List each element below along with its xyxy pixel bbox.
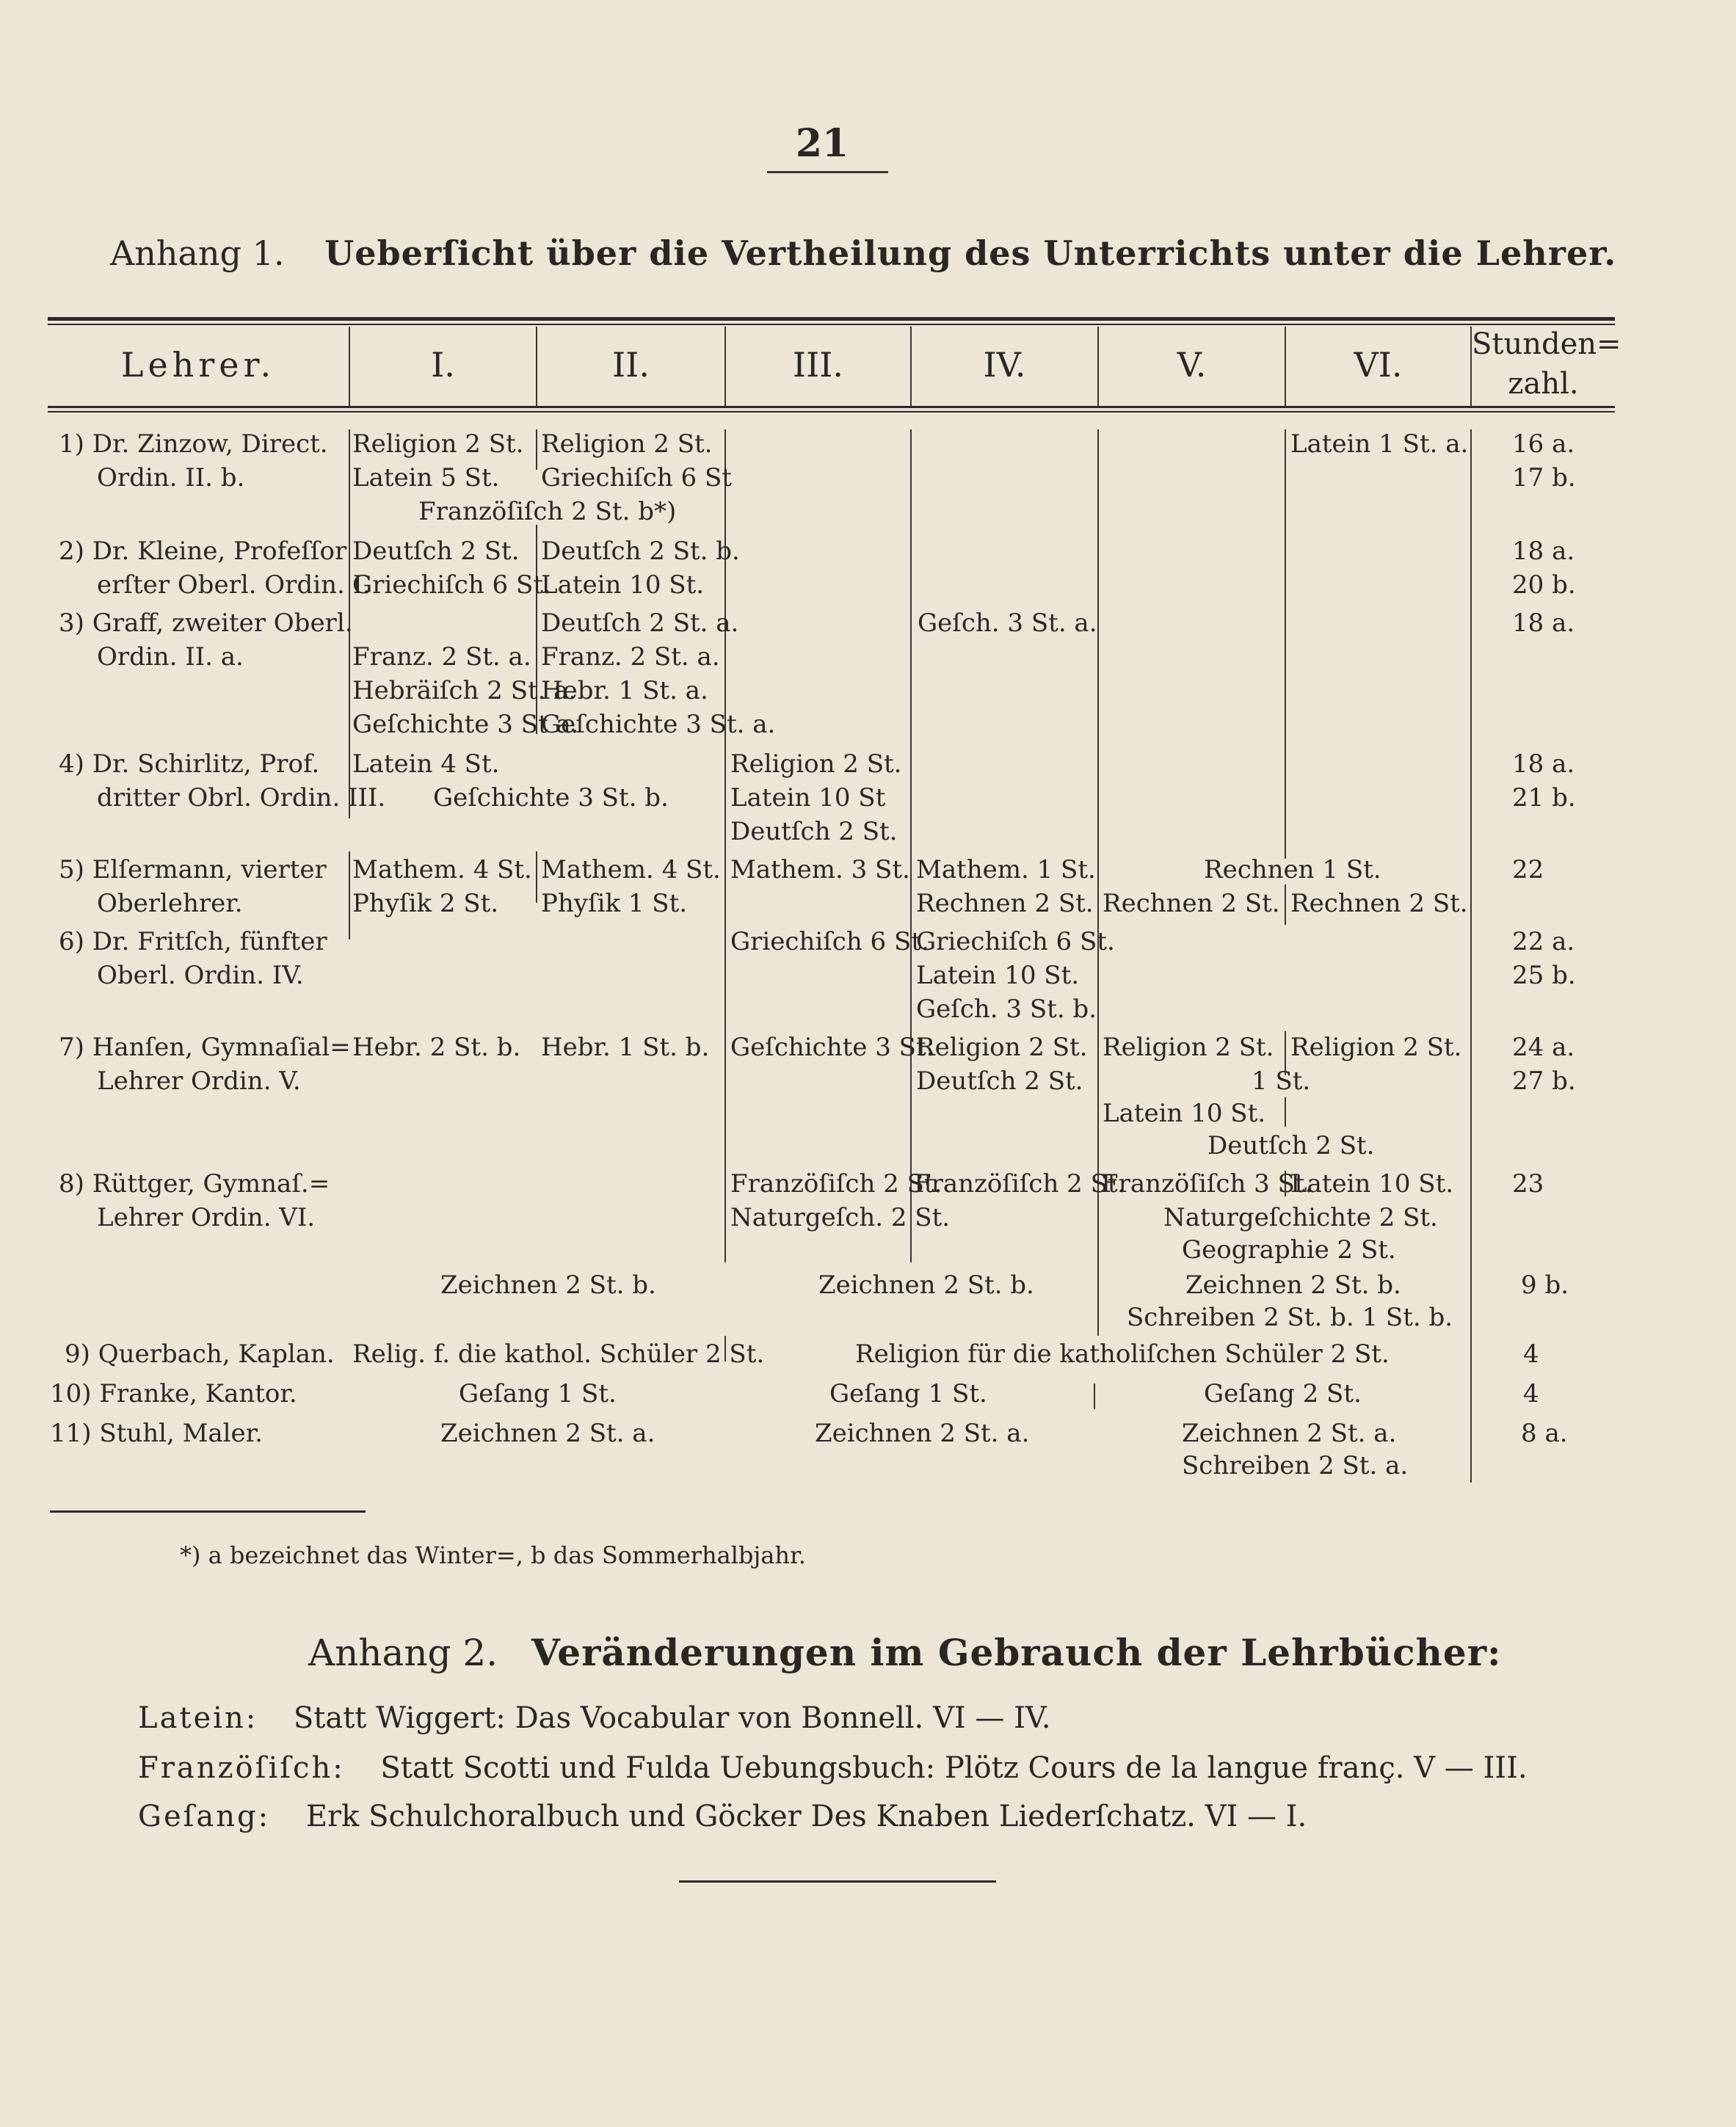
appendix1-label: Anhang 1. xyxy=(110,233,285,273)
lesson-cell: Religion 2 St. xyxy=(541,429,713,459)
lesson-cell: Deutſch 2 St. xyxy=(1207,1131,1375,1160)
appendix2-heading xyxy=(308,1631,1502,1674)
teacher-name: 4) Dr. Schirlitz, Prof. xyxy=(59,749,320,779)
lesson-cell: Deutſch 2 St. b. xyxy=(541,537,740,566)
lesson-cell: Deutſch 2 St. xyxy=(730,817,898,846)
book-subject: Geſang: xyxy=(138,1800,271,1833)
lesson-cell: Franzöſiſch 2 St. b*) xyxy=(418,497,677,526)
lesson-cell: Phyſik 1 St. xyxy=(541,889,688,918)
hours-cell: 4 xyxy=(1523,1379,1539,1408)
teacher-role: dritter Obrl. Ordin. III. xyxy=(97,783,386,812)
hours-cell: 8 a. xyxy=(1521,1419,1568,1448)
header-bottom-rule-thin xyxy=(48,411,1615,412)
lesson-cell: Geſch. 3 St. a. xyxy=(918,608,1097,638)
lesson-cell: Geſch. 3 St. b. xyxy=(916,995,1097,1024)
lesson-cell: Latein 10 St xyxy=(730,783,886,812)
lesson-cell: Hebr. 1 St. b. xyxy=(541,1033,710,1062)
lesson-cell: Relig. f. die kathol. Schüler 2 St. xyxy=(352,1339,765,1369)
book-change-text: Statt Wiggert: Das Vocabular von Bonnell. VI — IV. xyxy=(293,1701,1051,1735)
lesson-cell: Franz. 2 St. a. xyxy=(541,642,720,672)
teacher-name: 3) Graff, zweiter Oberl. xyxy=(59,608,353,638)
teacher-role: erſter Oberl. Ordin. I. xyxy=(97,570,371,600)
teacher-role: Ordin. II. b. xyxy=(97,463,245,492)
header-hours-line1: Stunden= xyxy=(1472,327,1621,361)
lesson-cell: Mathem. 4 St. xyxy=(541,855,721,884)
book-change-text: Erk Schulchoralbuch und Göcker Des Knaben Liederſchatz. VI — I. xyxy=(305,1800,1307,1833)
book-change-text: Statt Scotti und Fulda Uebungsbuch: Plötz Cours de la langue franç. V — III. xyxy=(380,1751,1528,1785)
lesson-cell: Geographie 2 St. xyxy=(1182,1235,1396,1265)
lesson-cell: Franzöſiſch 3 St. xyxy=(1101,1169,1313,1199)
hours-cell: 27 b. xyxy=(1512,1066,1576,1096)
hours-cell: 20 b. xyxy=(1512,570,1576,600)
lesson-cell: Latein 5 St. xyxy=(352,463,500,492)
teacher-role: Lehrer Ordin. V. xyxy=(97,1066,301,1096)
lesson-cell: Franzöſiſch 2 St. xyxy=(730,1169,943,1199)
header-hours-line2: zahl. xyxy=(1508,367,1579,401)
lesson-cell: Geſchichte 3 St. b. xyxy=(433,783,669,812)
lesson-cell: Zeichnen 2 St. a. xyxy=(440,1419,655,1448)
lesson-cell: Zeichnen 2 St. b. xyxy=(818,1270,1034,1300)
lesson-cell: Deutſch 2 St. a. xyxy=(541,608,739,638)
book-subject: Franzöſiſch: xyxy=(138,1751,345,1785)
teacher-role: Oberl. Ordin. IV. xyxy=(97,961,304,990)
col-divider xyxy=(1285,884,1286,925)
footnote: *) a bezeichnet das Winter=, b das Sommerhalbjahr. xyxy=(180,1541,806,1569)
lesson-cell: Zeichnen 2 St. b. xyxy=(440,1270,656,1300)
col-divider xyxy=(349,851,350,939)
col-divider xyxy=(536,429,537,470)
teacher-role: Ordin. II. a. xyxy=(97,642,244,672)
col-divider xyxy=(536,851,537,903)
hours-cell: 22 a. xyxy=(1512,927,1575,956)
hours-cell: 18 a. xyxy=(1512,749,1575,779)
lesson-cell: Schreiben 2 St. a. xyxy=(1182,1451,1409,1480)
lesson-cell: Rechnen 2 St. xyxy=(916,889,1094,918)
lesson-cell: Rechnen 2 St. xyxy=(1290,889,1468,918)
lesson-cell: Schreiben 2 St. b. 1 St. b. xyxy=(1127,1303,1453,1332)
book-subject: Latein: xyxy=(138,1701,258,1735)
lesson-cell: Zeichnen 2 St. a. xyxy=(1182,1419,1397,1448)
hours-cell: 18 a. xyxy=(1512,608,1575,638)
lesson-cell: Griechiſch 6 St. xyxy=(352,570,551,600)
lesson-cell: Religion 2 St. xyxy=(1103,1033,1274,1062)
appendix1-heading xyxy=(110,233,1616,273)
teacher-name: 10) Franke, Kantor. xyxy=(50,1379,297,1408)
teacher-name: 1) Dr. Zinzow, Direct. xyxy=(59,429,328,459)
lesson-cell: Naturgeſchichte 2 St. xyxy=(1163,1203,1438,1232)
teacher-name: 6) Dr. Fritſch, fünfter xyxy=(59,927,327,956)
lesson-cell: Geſang 1 St. xyxy=(829,1379,987,1408)
lesson-cell: Geſchichte 3 St. xyxy=(730,1033,934,1062)
hours-cell: 25 b. xyxy=(1512,961,1576,990)
page-number: 21 xyxy=(795,121,849,166)
hours-cell: 24 a. xyxy=(1512,1033,1575,1062)
hours-cell: 4 xyxy=(1523,1339,1539,1369)
header-class-3: III. xyxy=(792,345,844,385)
hours-cell: 23 xyxy=(1512,1169,1544,1199)
lesson-cell: Geſang 2 St. xyxy=(1204,1379,1362,1408)
lesson-cell: Deutſch 2 St. xyxy=(352,537,520,566)
closing-rule xyxy=(679,1880,996,1883)
lesson-cell: Hebr. 2 St. b. xyxy=(352,1033,521,1062)
lesson-cell: Mathem. 4 St. xyxy=(352,855,532,884)
appendix1-title: Ueberſicht über die Vertheilung des Unterrichts unter die Lehrer. xyxy=(324,233,1617,273)
lesson-cell: Religion 2 St. xyxy=(352,429,524,459)
appendix2-title: Veränderungen im Gebrauch der Lehrbücher: xyxy=(531,1631,1502,1674)
appendix2-label: Anhang 2. xyxy=(308,1632,498,1674)
col-divider xyxy=(724,1171,726,1237)
hours-cell: 21 b. xyxy=(1512,783,1576,812)
header-class-2: II. xyxy=(612,345,650,385)
teacher-name: 2) Dr. Kleine, Profeſſor xyxy=(59,537,347,566)
lesson-cell: Geſchichte 3 St. a. xyxy=(541,710,776,739)
col-divider xyxy=(910,429,912,1262)
lesson-cell: Zeichnen 2 St. b. xyxy=(1185,1270,1401,1300)
col-divider xyxy=(1470,429,1472,1483)
col-divider xyxy=(1285,1097,1286,1127)
lesson-cell: Rechnen 1 St. xyxy=(1204,855,1381,884)
header-bottom-rule xyxy=(48,406,1615,408)
lesson-cell: Latein 1 St. a. xyxy=(1290,429,1469,459)
lesson-cell: Religion für die katholiſchen Schüler 2 St. xyxy=(855,1339,1390,1369)
lesson-cell: Mathem. 3 St. xyxy=(730,855,910,884)
lesson-cell: Religion 2 St. xyxy=(916,1033,1088,1062)
header-teacher: Lehrer. xyxy=(120,345,276,385)
hours-cell: 9 b. xyxy=(1521,1270,1569,1300)
lesson-cell: Zeichnen 2 St. a. xyxy=(815,1419,1030,1448)
teacher-name: 7) Hanſen, Gymnaſial= xyxy=(59,1033,351,1062)
lesson-cell: Latein 10 St. xyxy=(541,570,705,600)
lesson-cell: Griechiſch 6 St. xyxy=(916,927,1115,956)
footnote-rule xyxy=(50,1510,366,1513)
lesson-cell: Griechiſch 6 St xyxy=(541,463,732,492)
lesson-cell: Geſang 1 St. xyxy=(459,1379,617,1408)
lesson-cell: Franz. 2 St. a. xyxy=(352,642,531,672)
teacher-name: 9) Querbach, Kaplan. xyxy=(65,1339,335,1369)
lesson-cell: Deutſch 2 St. xyxy=(916,1066,1083,1096)
table-top-rule-thin xyxy=(48,324,1615,325)
lesson-cell: Latein 10 St. xyxy=(1103,1099,1266,1128)
lesson-cell: Religion 2 St. xyxy=(730,749,902,779)
lesson-cell: Latein 4 St. xyxy=(352,749,500,779)
teacher-role: Oberlehrer. xyxy=(97,889,243,918)
teacher-name: 5) Elſermann, vierter xyxy=(59,855,327,884)
header-class-6: VI. xyxy=(1354,345,1403,385)
teacher-name: 11) Stuhl, Maler. xyxy=(50,1419,263,1448)
lesson-cell: Rechnen 2 St. xyxy=(1103,889,1280,918)
book-change-singing xyxy=(138,1800,1307,1833)
lesson-cell: Latein 10 St. xyxy=(1290,1169,1454,1199)
lesson-cell: Griechiſch 6 St. xyxy=(730,927,929,956)
col-divider xyxy=(1094,1384,1095,1409)
hours-cell: 18 a. xyxy=(1512,537,1575,566)
lesson-cell: Franzöſiſch 2 St. xyxy=(914,1169,1126,1199)
book-change-latin xyxy=(138,1701,1051,1735)
book-change-french xyxy=(138,1751,1528,1785)
lesson-cell: Mathem. 1 St. xyxy=(916,855,1096,884)
page-number-rule xyxy=(767,171,888,173)
hours-cell: 22 xyxy=(1512,855,1544,884)
hours-cell: 17 b. xyxy=(1512,463,1576,492)
header-class-5: V. xyxy=(1177,345,1207,385)
header-class-4: IV. xyxy=(983,345,1026,385)
col-divider xyxy=(1285,429,1286,859)
lesson-cell: Phyſik 2 St. xyxy=(352,889,499,918)
lesson-cell: Latein 10 St. xyxy=(916,961,1080,990)
lesson-cell: Hebr. 1 St. a. xyxy=(541,676,708,705)
teacher-role: Lehrer Ordin. VI. xyxy=(97,1203,316,1232)
hours-cell: 16 a. xyxy=(1512,429,1575,459)
lesson-cell: Naturgeſch. 2 St. xyxy=(730,1203,951,1232)
header-class-1: I. xyxy=(431,345,455,385)
lesson-cell: Hebräiſch 2 St. a. xyxy=(352,676,577,705)
teacher-name: 8) Rüttger, Gymnaſ.= xyxy=(59,1169,330,1199)
lesson-cell: Geſchichte 3 St a. xyxy=(352,710,579,739)
col-divider xyxy=(1097,1281,1099,1332)
table-top-rule xyxy=(48,317,1615,321)
lesson-cell: Religion 2 St. xyxy=(1290,1033,1462,1062)
lesson-cell: 1 St. xyxy=(1252,1066,1311,1096)
